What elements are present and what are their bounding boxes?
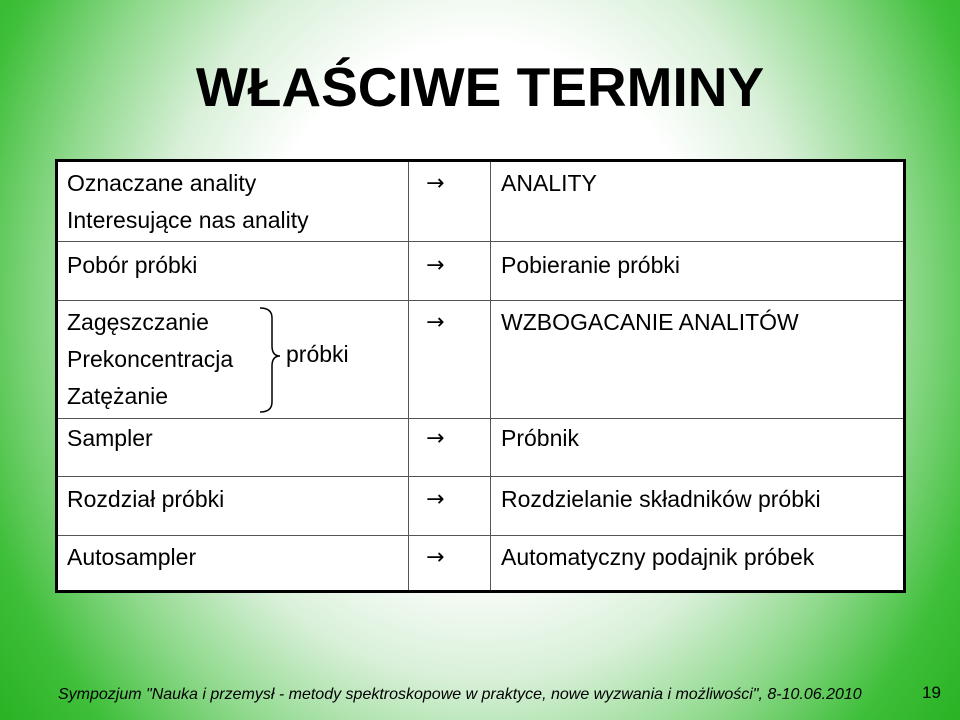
term-left: Prekoncentracja	[67, 346, 234, 372]
term-right: WZBOGACANIE ANALITÓW	[501, 309, 799, 335]
term-right: Pobieranie próbki	[501, 252, 681, 278]
term-left: Sampler	[67, 425, 153, 451]
term-left: Rozdział próbki	[67, 486, 225, 512]
table-row	[58, 241, 903, 301]
arrow-right-icon: →	[426, 426, 445, 451]
term-right: ANALITY	[501, 170, 597, 196]
footer-text: Sympozjum "Nauka i przemysł - metody spektroskopowe w praktyce, nowe wyzwania i możliwości", 8-10.06.2010	[58, 686, 862, 703]
table-row	[58, 476, 903, 536]
table-row	[58, 162, 903, 242]
term-right: Próbnik	[501, 425, 579, 451]
term-left: Zatężanie	[67, 383, 169, 409]
arrow-right-icon: →	[426, 171, 445, 196]
term-left: Autosampler	[67, 544, 197, 570]
term-left: Pobór próbki	[67, 252, 198, 278]
arrow-right-icon: →	[426, 310, 445, 335]
term-right: Rozdzielanie składników próbki	[501, 486, 821, 512]
term-left: Oznaczane anality	[67, 170, 257, 196]
terms-table	[55, 159, 906, 593]
arrow-right-icon: →	[426, 545, 445, 570]
term-left: Zagęszczanie	[67, 309, 209, 335]
term-left: Interesujące nas anality	[67, 207, 309, 233]
table-row	[58, 300, 903, 419]
arrow-right-icon: →	[426, 487, 445, 512]
arrow-right-icon: →	[426, 253, 445, 278]
term-right: Automatyczny podajnik próbek	[501, 544, 815, 570]
curly-brace-icon	[256, 306, 282, 414]
table-row	[58, 535, 903, 590]
page-number: 19	[922, 683, 941, 702]
table-row	[58, 418, 903, 477]
page-title: WŁAŚCIWE TERMINY	[195, 56, 765, 118]
brace-label: próbki	[286, 341, 349, 367]
